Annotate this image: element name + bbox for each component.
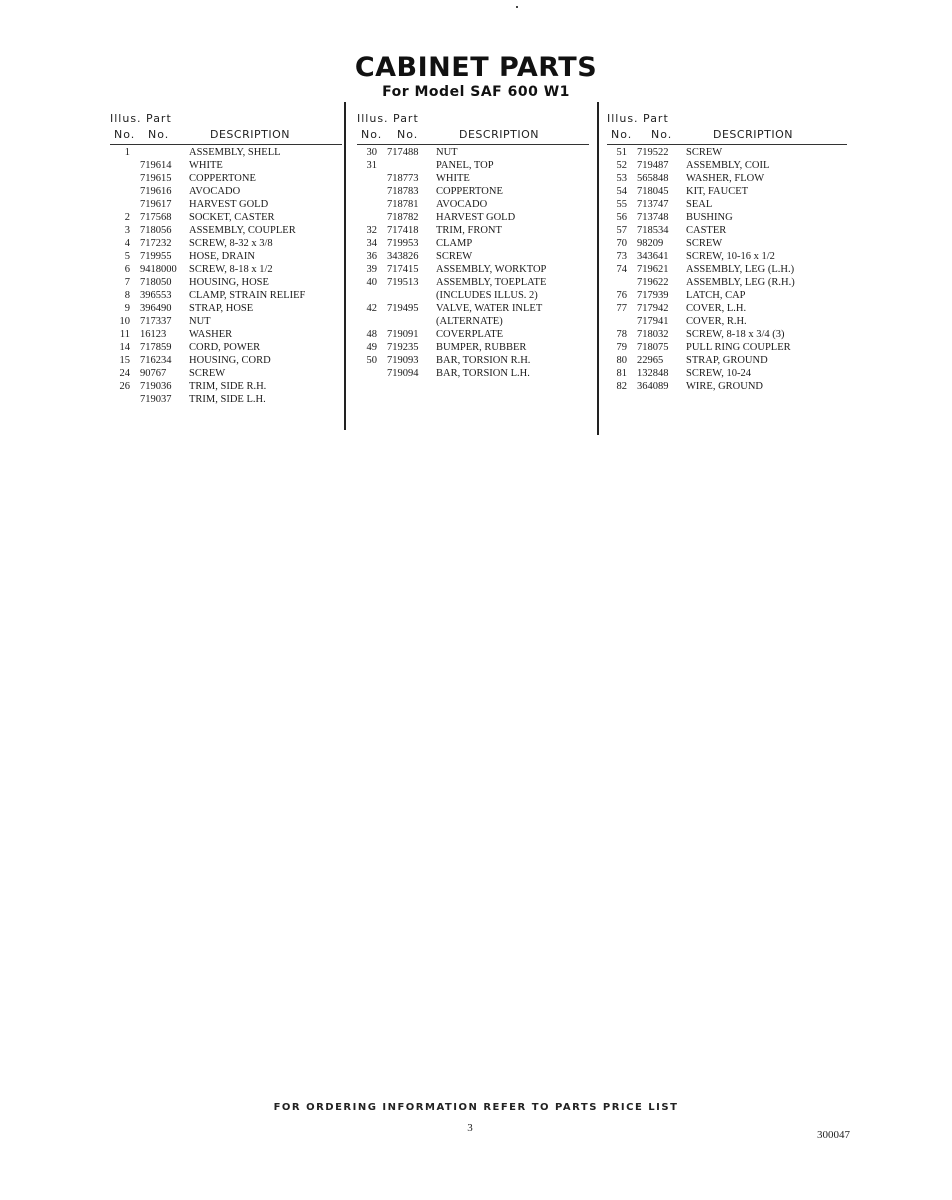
part-row — [110, 328, 342, 341]
part-number: 343641 — [637, 251, 669, 262]
parts-list — [357, 146, 589, 380]
part-row — [357, 250, 589, 263]
part-number: 719037 — [140, 394, 172, 405]
part-number: 718050 — [140, 277, 172, 288]
part-row — [110, 198, 342, 211]
illus-number: 7 — [124, 277, 130, 288]
part-description: NUT — [189, 316, 211, 327]
header-illus-part: Illus. Part — [357, 112, 419, 125]
part-number: 719522 — [637, 147, 669, 158]
part-row — [357, 302, 589, 315]
part-description: AVOCADO — [436, 199, 488, 210]
part-description: BUSHING — [686, 212, 733, 223]
part-description: HOSE, DRAIN — [189, 251, 255, 262]
illus-number: 79 — [616, 342, 627, 353]
illus-number: 70 — [616, 238, 627, 249]
illus-number: 80 — [616, 355, 627, 366]
column-header — [357, 106, 589, 146]
illus-number: 30 — [366, 147, 377, 158]
illus-number: 34 — [366, 238, 377, 249]
part-row — [110, 237, 342, 250]
part-description: WHITE — [189, 160, 223, 171]
part-description: ASSEMBLY, COIL — [686, 160, 770, 171]
part-description: ASSEMBLY, WORKTOP — [436, 264, 547, 275]
part-description: AVOCADO — [189, 186, 241, 197]
part-row — [110, 393, 342, 406]
part-row — [110, 289, 342, 302]
part-row — [607, 328, 847, 341]
part-row — [607, 172, 847, 185]
illus-number: 56 — [616, 212, 627, 223]
part-number: 16123 — [140, 329, 167, 340]
part-row — [110, 367, 342, 380]
part-description: ASSEMBLY, TOEPLATE — [436, 277, 547, 288]
part-number: 718032 — [637, 329, 669, 340]
illus-number: 52 — [616, 160, 627, 171]
part-description: SCREW, 8-32 x 3/8 — [189, 238, 273, 249]
part-row — [357, 146, 589, 159]
illus-number: 77 — [616, 303, 627, 314]
part-row — [607, 315, 847, 328]
part-number: 719495 — [387, 303, 419, 314]
part-description: (INCLUDES ILLUS. 2) — [436, 290, 538, 301]
part-number: 719617 — [140, 199, 172, 210]
part-row — [357, 211, 589, 224]
part-row — [110, 224, 342, 237]
part-description: SEAL — [686, 199, 713, 210]
part-description: SCREW — [189, 368, 226, 379]
part-number: 719621 — [637, 264, 669, 275]
header-rule — [357, 144, 589, 145]
illus-number: 78 — [616, 329, 627, 340]
part-number: 364089 — [637, 381, 669, 392]
part-number: 717415 — [387, 264, 419, 275]
part-description: TRIM, SIDE L.H. — [189, 394, 266, 405]
header-description: DESCRIPTION — [713, 128, 793, 141]
part-number: 713747 — [637, 199, 669, 210]
header-illus-part: Illus. Part — [110, 112, 172, 125]
illus-number: 54 — [616, 186, 627, 197]
part-number: 717859 — [140, 342, 172, 353]
part-number: 718781 — [387, 199, 419, 210]
part-row — [110, 211, 342, 224]
part-row — [607, 263, 847, 276]
part-row — [607, 367, 847, 380]
illus-number: 53 — [616, 173, 627, 184]
part-number: 718045 — [637, 186, 669, 197]
part-number: 713748 — [637, 212, 669, 223]
column-header — [110, 106, 342, 146]
part-row — [110, 146, 342, 159]
part-description: (ALTERNATE) — [436, 316, 503, 327]
illus-number: 8 — [124, 290, 130, 301]
part-number: 565848 — [637, 173, 669, 184]
part-number: 717488 — [387, 147, 419, 158]
part-description: WHITE — [436, 173, 470, 184]
part-description: BAR, TORSION R.H. — [436, 355, 531, 366]
part-description: SCREW, 8-18 x 1/2 — [189, 264, 273, 275]
part-description: CASTER — [686, 225, 727, 236]
illus-number: 57 — [616, 225, 627, 236]
part-number: 718773 — [387, 173, 419, 184]
part-number: 717942 — [637, 303, 669, 314]
part-description: TRIM, FRONT — [436, 225, 502, 236]
part-description: ASSEMBLY, LEG (R.H.) — [686, 277, 795, 288]
part-description: PANEL, TOP — [436, 160, 494, 171]
illus-number: 40 — [366, 277, 377, 288]
part-number: 396553 — [140, 290, 172, 301]
illus-number: 14 — [119, 342, 130, 353]
part-number: 719955 — [140, 251, 172, 262]
part-row — [357, 315, 589, 328]
header-no: No. — [651, 128, 673, 141]
illus-number: 26 — [119, 381, 130, 392]
part-row — [607, 380, 847, 393]
part-row — [607, 289, 847, 302]
illus-number: 82 — [616, 381, 627, 392]
part-description: ASSEMBLY, LEG (L.H.) — [686, 264, 795, 275]
part-row — [110, 185, 342, 198]
part-description: SCREW — [436, 251, 473, 262]
part-row — [607, 185, 847, 198]
part-number: 717232 — [140, 238, 172, 249]
part-number: 718783 — [387, 186, 419, 197]
header-no: No. — [611, 128, 633, 141]
part-row — [110, 159, 342, 172]
part-number: 719093 — [387, 355, 419, 366]
part-number: 22965 — [637, 355, 664, 366]
part-row — [357, 289, 589, 302]
illus-number: 3 — [124, 225, 130, 236]
illus-number: 76 — [616, 290, 627, 301]
part-number: 719036 — [140, 381, 172, 392]
part-description: NUT — [436, 147, 458, 158]
part-description: HARVEST GOLD — [436, 212, 516, 223]
column-divider — [597, 102, 599, 435]
part-number: 719614 — [140, 160, 172, 171]
parts-column-2 — [357, 106, 589, 380]
part-row — [110, 172, 342, 185]
part-description: HARVEST GOLD — [189, 199, 269, 210]
page-title: CABINET PARTS — [354, 52, 598, 83]
illus-number: 11 — [119, 329, 130, 340]
part-description: CORD, POWER — [189, 342, 261, 353]
header-no: No. — [361, 128, 383, 141]
part-number: 717939 — [637, 290, 669, 301]
part-number: 343826 — [387, 251, 419, 262]
illus-number: 4 — [124, 238, 130, 249]
header-illus-part: Illus. Part — [607, 112, 669, 125]
part-description: COVER, R.H. — [686, 316, 747, 327]
part-number: 9418000 — [140, 264, 177, 275]
part-number: 396490 — [140, 303, 172, 314]
part-description: WIRE, GROUND — [686, 381, 763, 392]
illus-number: 74 — [616, 264, 627, 275]
part-description: COPPERTONE — [189, 173, 256, 184]
illus-number: 1 — [124, 147, 130, 158]
part-number: 719953 — [387, 238, 419, 249]
illus-number: 6 — [124, 264, 130, 275]
illus-number: 81 — [616, 368, 627, 379]
illus-number: 5 — [124, 251, 130, 262]
part-number: 98209 — [637, 238, 664, 249]
document-number: 300047 — [817, 1129, 850, 1141]
part-row — [357, 159, 589, 172]
illus-number: 49 — [366, 342, 377, 353]
page-number: 3 — [467, 1122, 473, 1134]
part-description: BUMPER, RUBBER — [436, 342, 527, 353]
part-number: 132848 — [637, 368, 669, 379]
illus-number: 39 — [366, 264, 377, 275]
part-number: 718782 — [387, 212, 419, 223]
part-description: SCREW, 8-18 x 3/4 (3) — [686, 329, 785, 340]
part-description: COVERPLATE — [436, 329, 504, 340]
part-description: BAR, TORSION L.H. — [436, 368, 530, 379]
part-number: 716234 — [140, 355, 172, 366]
scan-speck — [516, 6, 518, 8]
part-number: 719615 — [140, 173, 172, 184]
part-description: SOCKET, CASTER — [189, 212, 275, 223]
part-description: SCREW — [686, 147, 723, 158]
part-row — [607, 146, 847, 159]
header-rule — [110, 144, 342, 145]
illus-number: 31 — [366, 160, 377, 171]
part-number: 717568 — [140, 212, 172, 223]
illus-number: 32 — [366, 225, 377, 236]
part-row — [110, 250, 342, 263]
part-row — [357, 328, 589, 341]
part-row — [357, 276, 589, 289]
part-description: CLAMP — [436, 238, 473, 249]
part-description: WASHER — [189, 329, 233, 340]
illus-number: 24 — [119, 368, 130, 379]
part-description: STRAP, HOSE — [189, 303, 254, 314]
part-number: 718534 — [637, 225, 669, 236]
part-description: CLAMP, STRAIN RELIEF — [189, 290, 306, 301]
part-number: 719622 — [637, 277, 669, 288]
part-row — [357, 224, 589, 237]
illus-number: 2 — [124, 212, 130, 223]
part-description: ASSEMBLY, SHELL — [189, 147, 281, 158]
part-row — [110, 276, 342, 289]
part-row — [110, 380, 342, 393]
illus-number: 55 — [616, 199, 627, 210]
part-description: TRIM, SIDE R.H. — [189, 381, 267, 392]
header-no: No. — [148, 128, 170, 141]
part-row — [357, 172, 589, 185]
part-row — [607, 341, 847, 354]
illus-number: 36 — [366, 251, 377, 262]
part-description: KIT, FAUCET — [686, 186, 749, 197]
part-row — [357, 198, 589, 211]
part-number: 717418 — [387, 225, 419, 236]
part-row — [357, 185, 589, 198]
part-number: 719091 — [387, 329, 419, 340]
part-row — [607, 250, 847, 263]
illus-number: 10 — [119, 316, 130, 327]
part-description: PULL RING COUPLER — [686, 342, 791, 353]
header-no: No. — [397, 128, 419, 141]
part-number: 718056 — [140, 225, 172, 236]
part-number: 719235 — [387, 342, 419, 353]
illus-number: 9 — [124, 303, 130, 314]
part-description: HOUSING, HOSE — [189, 277, 269, 288]
part-description: HOUSING, CORD — [189, 355, 271, 366]
part-row — [607, 276, 847, 289]
part-row — [110, 341, 342, 354]
part-description: SCREW — [686, 238, 723, 249]
part-number: 717337 — [140, 316, 172, 327]
part-row — [110, 315, 342, 328]
column-header — [607, 106, 847, 146]
part-number: 719487 — [637, 160, 669, 171]
part-number: 717941 — [637, 316, 669, 327]
part-row — [357, 341, 589, 354]
part-row — [110, 302, 342, 315]
column-divider — [344, 102, 346, 430]
part-row — [607, 302, 847, 315]
part-description: COPPERTONE — [436, 186, 503, 197]
header-rule — [607, 144, 847, 145]
illus-number: 15 — [119, 355, 130, 366]
part-description: VALVE, WATER INLET — [436, 303, 543, 314]
part-row — [607, 198, 847, 211]
illus-number: 42 — [366, 303, 377, 314]
part-number: 90767 — [140, 368, 167, 379]
header-description: DESCRIPTION — [459, 128, 539, 141]
part-number: 719513 — [387, 277, 419, 288]
header-description: DESCRIPTION — [210, 128, 290, 141]
part-number: 719616 — [140, 186, 172, 197]
part-description: STRAP, GROUND — [686, 355, 768, 366]
part-row — [607, 237, 847, 250]
part-description: COVER, L.H. — [686, 303, 747, 314]
part-number: 719094 — [387, 368, 419, 379]
header-no: No. — [114, 128, 136, 141]
part-row — [607, 211, 847, 224]
part-row — [110, 263, 342, 276]
illus-number: 51 — [616, 147, 627, 158]
part-row — [110, 354, 342, 367]
illus-number: 73 — [616, 251, 627, 262]
parts-column-3 — [607, 106, 847, 393]
page-subtitle: For Model SAF 600 W1 — [382, 84, 570, 100]
part-description: SCREW, 10-16 x 1/2 — [686, 251, 775, 262]
part-description: SCREW, 10-24 — [686, 368, 751, 379]
part-description: LATCH, CAP — [686, 290, 746, 301]
part-description: ASSEMBLY, COUPLER — [189, 225, 296, 236]
part-row — [357, 263, 589, 276]
illus-number: 50 — [366, 355, 377, 366]
part-row — [607, 159, 847, 172]
parts-list — [110, 146, 342, 406]
illus-number: 48 — [366, 329, 377, 340]
ordering-note: FOR ORDERING INFORMATION REFER TO PARTS PRICE LIST — [273, 1102, 679, 1113]
parts-column-1 — [110, 106, 342, 406]
part-row — [357, 237, 589, 250]
part-row — [357, 354, 589, 367]
part-row — [607, 224, 847, 237]
parts-list — [607, 146, 847, 393]
part-description: WASHER, FLOW — [686, 173, 765, 184]
part-row — [357, 367, 589, 380]
part-row — [607, 354, 847, 367]
part-number: 718075 — [637, 342, 669, 353]
